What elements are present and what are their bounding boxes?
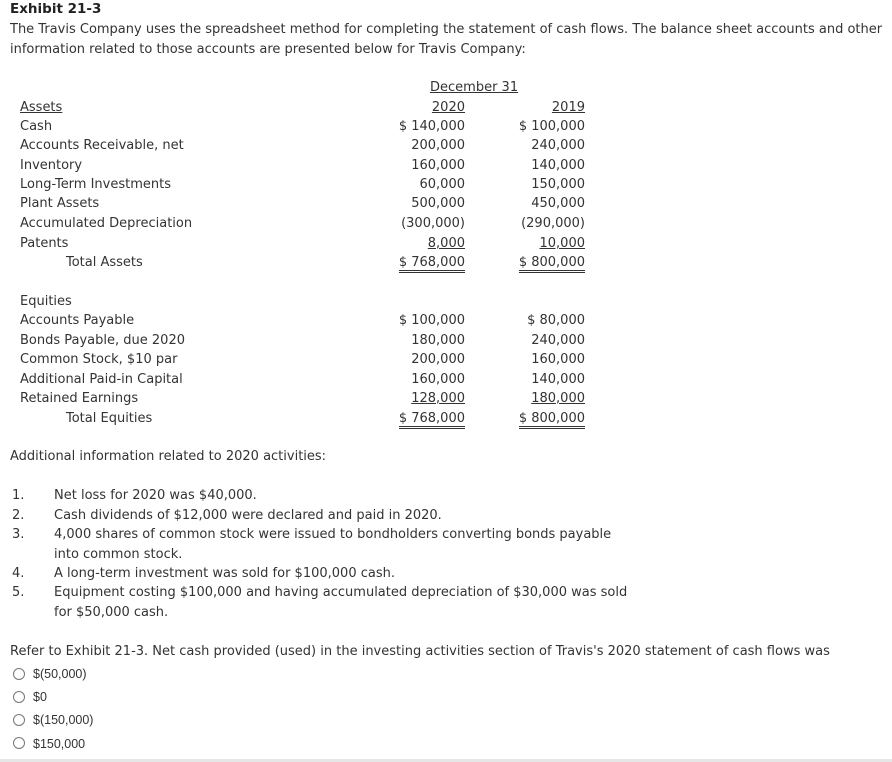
equity-2020: 200,000 xyxy=(411,352,465,367)
year-2019-header: 2019 xyxy=(551,100,585,115)
radio-button[interactable] xyxy=(13,714,25,726)
asset-2019: 150,000 xyxy=(531,177,585,192)
equity-2019: $ 80,000 xyxy=(527,313,585,328)
equity-2019: 140,000 xyxy=(531,372,585,387)
list-item-number: 1. xyxy=(12,488,25,503)
total-equities-2020-value: $ 768,000 xyxy=(399,411,465,429)
asset-2020: 200,000 xyxy=(411,138,465,153)
equity-label: Bonds Payable, due 2020 xyxy=(20,333,185,348)
equity-label: Common Stock, $10 par xyxy=(20,352,178,367)
asset-label: Cash xyxy=(20,119,53,134)
equity-label: Retained Earnings xyxy=(20,391,139,406)
total-equities-2019-value: $ 800,000 xyxy=(519,411,585,429)
radio-button[interactable] xyxy=(13,691,25,703)
total-assets-label: Total Assets xyxy=(66,255,143,270)
year-2020-header: 2020 xyxy=(431,100,465,115)
list-item-text: Net loss for 2020 was $40,000. xyxy=(54,488,257,503)
answer-option-label[interactable]: $150,000 xyxy=(33,737,86,751)
asset-2019: 140,000 xyxy=(531,158,585,173)
answer-option-label[interactable]: $0 xyxy=(33,690,47,704)
equity-label: Additional Paid-in Capital xyxy=(20,372,183,387)
list-item-text: 4,000 shares of common stock were issued to bondholders converting bonds payable xyxy=(54,527,612,542)
list-item-number: 3. xyxy=(12,527,25,542)
total-equities-2020 xyxy=(385,411,465,427)
total-assets-2019-value: $ 800,000 xyxy=(519,255,585,273)
asset-2020-value: 8,000 xyxy=(427,236,465,251)
asset-label: Accumulated Depreciation xyxy=(20,216,193,231)
exhibit-intro: The Travis Company uses the spreadsheet method for completing the statement of cash flows. The balance sheet accounts and other information related to those accounts are presented below for Travis Company: xyxy=(10,22,883,57)
equity-label: Accounts Payable xyxy=(20,313,135,328)
list-item-number: 4. xyxy=(12,566,25,581)
radio-button[interactable] xyxy=(13,737,25,749)
asset-label: Plant Assets xyxy=(20,196,100,211)
list-item-text: Cash dividends of $12,000 were declared and paid in 2020. xyxy=(54,508,442,523)
period-header: December 31 xyxy=(430,80,519,95)
equity-2020-value: 128,000 xyxy=(411,391,465,406)
equity-2019-value: 180,000 xyxy=(531,391,585,406)
asset-label: Long-Term Investments xyxy=(20,177,172,192)
total-assets-2019 xyxy=(505,255,585,271)
total-equities-label: Total Equities xyxy=(66,411,153,426)
answer-option-label[interactable]: $(150,000) xyxy=(33,713,94,727)
equity-2019 xyxy=(505,391,585,407)
equity-2020: $ 100,000 xyxy=(398,313,465,328)
asset-2020: 160,000 xyxy=(411,158,465,173)
list-item-number: 2. xyxy=(12,508,25,523)
list-item-number: 5. xyxy=(12,585,25,600)
radio-button[interactable] xyxy=(13,668,25,680)
answer-option-label[interactable]: $(50,000) xyxy=(33,667,87,681)
list-item-text-continued: for $50,000 cash. xyxy=(54,605,169,620)
additional-heading: Additional information related to 2020 activities: xyxy=(10,449,327,464)
question-text: Refer to Exhibit 21-3. Net cash provided (used) in the investing activities section of Travis's 2020 statement of cash flows was xyxy=(10,644,830,659)
total-assets-2020 xyxy=(385,255,465,271)
asset-2020 xyxy=(385,236,465,252)
list-item-text: A long-term investment was sold for $100,000 cash. xyxy=(54,566,395,581)
asset-2019: 450,000 xyxy=(531,196,585,211)
asset-2020: (300,000) xyxy=(401,216,465,231)
equity-2020: 180,000 xyxy=(411,333,465,348)
total-assets-2020-value: $ 768,000 xyxy=(399,255,465,273)
list-item-text-continued: into common stock. xyxy=(54,547,183,562)
asset-label: Inventory xyxy=(20,158,83,173)
asset-label: Patents xyxy=(20,236,69,251)
asset-2020: 500,000 xyxy=(411,196,465,211)
asset-2019: 240,000 xyxy=(531,138,585,153)
asset-2019: (290,000) xyxy=(521,216,585,231)
equity-2020 xyxy=(385,391,465,407)
equity-2019: 160,000 xyxy=(531,352,585,367)
asset-2020: $ 140,000 xyxy=(398,119,465,134)
equities-heading: Equities xyxy=(20,294,72,309)
asset-label: Accounts Receivable, net xyxy=(20,138,184,153)
asset-2019: $ 100,000 xyxy=(518,119,585,134)
asset-2019 xyxy=(505,236,585,252)
exhibit-title: Exhibit 21-3 xyxy=(10,1,102,17)
equity-2020: 160,000 xyxy=(411,372,465,387)
asset-2020: 60,000 xyxy=(419,177,465,192)
list-item-text: Equipment costing $100,000 and having accumulated depreciation of $30,000 was sold xyxy=(54,585,628,600)
asset-2019-value: 10,000 xyxy=(539,236,585,251)
assets-heading: Assets xyxy=(20,100,63,115)
total-equities-2019 xyxy=(505,411,585,427)
equity-2019: 240,000 xyxy=(531,333,585,348)
